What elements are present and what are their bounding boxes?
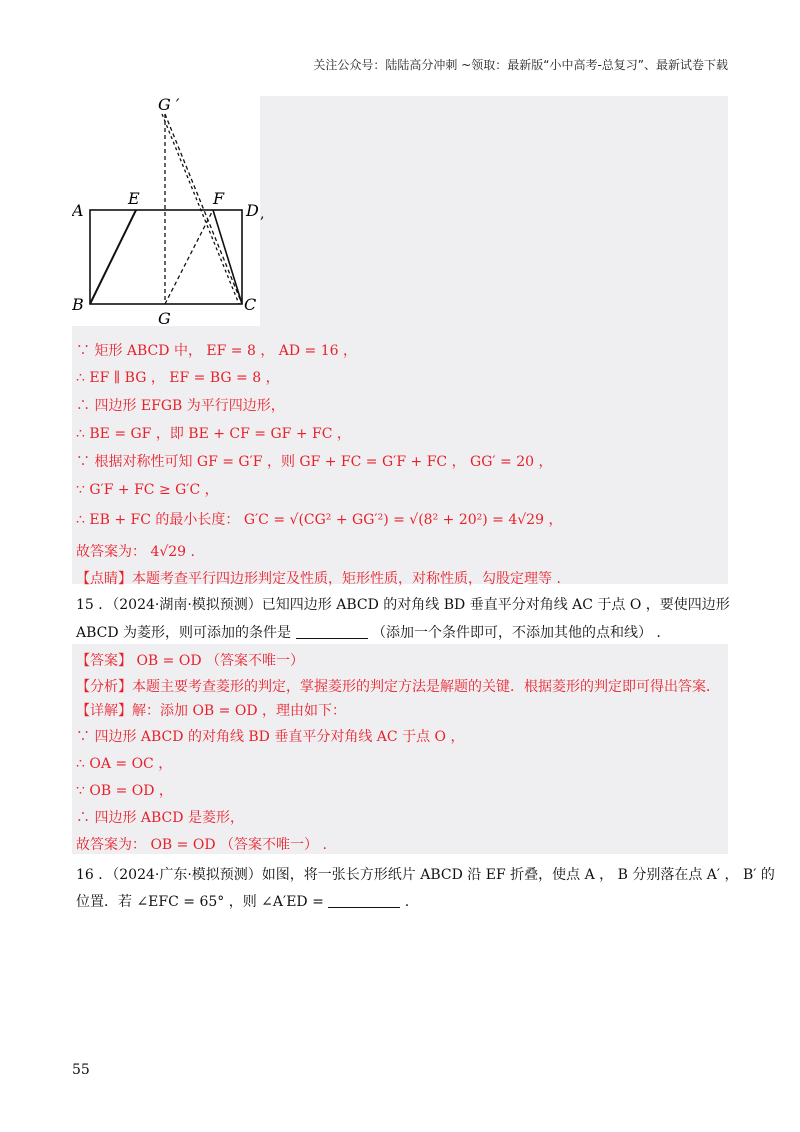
sol14-line1: ∵ 矩形 ABCD 中， EF = 8 ， AD = 16 ，	[76, 343, 357, 359]
q15-line2-part2: （添加一个条件即可，不添加其他的点和线） .	[371, 625, 661, 641]
sol14-line5: ∵ 根据对称性可知 GF = G′F ，则 GF + FC = G′F + FC ， GG′ = 20 ，	[76, 454, 553, 470]
q16-line2-part2: .	[404, 894, 410, 910]
sol15-line4: ∵ 四边形 ABCD 的对角线 BD 垂直平分对角线 AC 于点 O ，	[76, 729, 465, 745]
page-header: 关注公众号：陆陆高分冲刺 ~领取：最新版“小中高考-总复习”、最新试卷下载	[313, 58, 728, 72]
label-b: B	[72, 295, 84, 314]
label-e: E	[128, 189, 140, 208]
q15-line1: 15 ．（2024·湖南·模拟预测）已知四边形 ABCD 的对角线 BD 垂直平分对角线 AC 于点 O ，要使四边形	[76, 597, 730, 613]
sol15-line7: ∴ 四边形 ABCD 是菱形，	[76, 810, 244, 826]
q15-line2	[76, 622, 661, 642]
label-d-comma: ,	[260, 206, 265, 222]
geometry-figure	[72, 96, 272, 328]
sol15-line8: 故答案为： OB = OD （答案不唯一） .	[76, 837, 327, 853]
sol14-line3: ∴ 四边形 EFGB 为平行四边形，	[76, 398, 285, 414]
sol15-line5: ∴ OA = OC ，	[76, 756, 173, 772]
sol15-detail: 【详解】解：添加 OB = OD ，理由如下：	[76, 703, 346, 719]
sol14-line8: 故答案为： 4√29 .	[76, 544, 195, 560]
sol14-tip: 【点睛】本题考查平行四边形判定及性质，矩形性质，对称性质，勾股定理等 .	[76, 571, 561, 587]
label-c: C	[244, 295, 257, 314]
page-number: 55	[72, 1062, 90, 1078]
segment-f-c	[213, 210, 242, 304]
segment-g-f	[165, 210, 213, 304]
sol14-line7: ∴ EB + FC 的最小长度： G′C = √(CG² + GG′²) = √(8² + 20²) = 4√29 ，	[76, 512, 563, 528]
label-a: A	[72, 201, 84, 220]
segment-gprime-f	[162, 114, 239, 304]
segment-gprime-c	[165, 114, 242, 304]
q15-line2-part1: ABCD 为菱形，则可添加的条件是	[76, 625, 292, 641]
sol14-line4: ∴ BE = GF ，即 BE + CF = GF + FC ，	[76, 426, 351, 442]
label-f: F	[213, 189, 225, 208]
q16-answer-blank	[328, 893, 400, 908]
sol15-line6: ∵ OB = OD ，	[76, 783, 173, 799]
label-g-prime: G ′	[158, 96, 180, 114]
segment-be	[90, 210, 136, 304]
label-g: G	[158, 309, 171, 328]
label-d: D	[246, 201, 259, 220]
q16-line2	[76, 891, 409, 911]
q15-answer-blank	[296, 624, 368, 639]
sol15-answer: 【答案】 OB = OD （答案不唯一）	[76, 653, 304, 669]
sol14-line2: ∴ EF ∥ BG ， EF = BG = 8 ，	[76, 370, 280, 386]
q16-line1: 16 ．（2024·广东·模拟预测）如图，将一张长方形纸片 ABCD 沿 EF 折叠，使点 A ， B 分别落在点 A′ ， B′ 的	[76, 867, 775, 883]
sol14-line6: ∵ G′F + FC ≥ G′C ，	[76, 482, 219, 498]
sol15-analysis: 【分析】本题主要考查菱形的判定，掌握菱形的判定方法是解题的关键．根据菱形的判定即可得出答案．	[76, 679, 720, 695]
q16-line2-part1: 位置．若 ∠EFC = 65° ，则 ∠A′ED =	[76, 894, 324, 910]
